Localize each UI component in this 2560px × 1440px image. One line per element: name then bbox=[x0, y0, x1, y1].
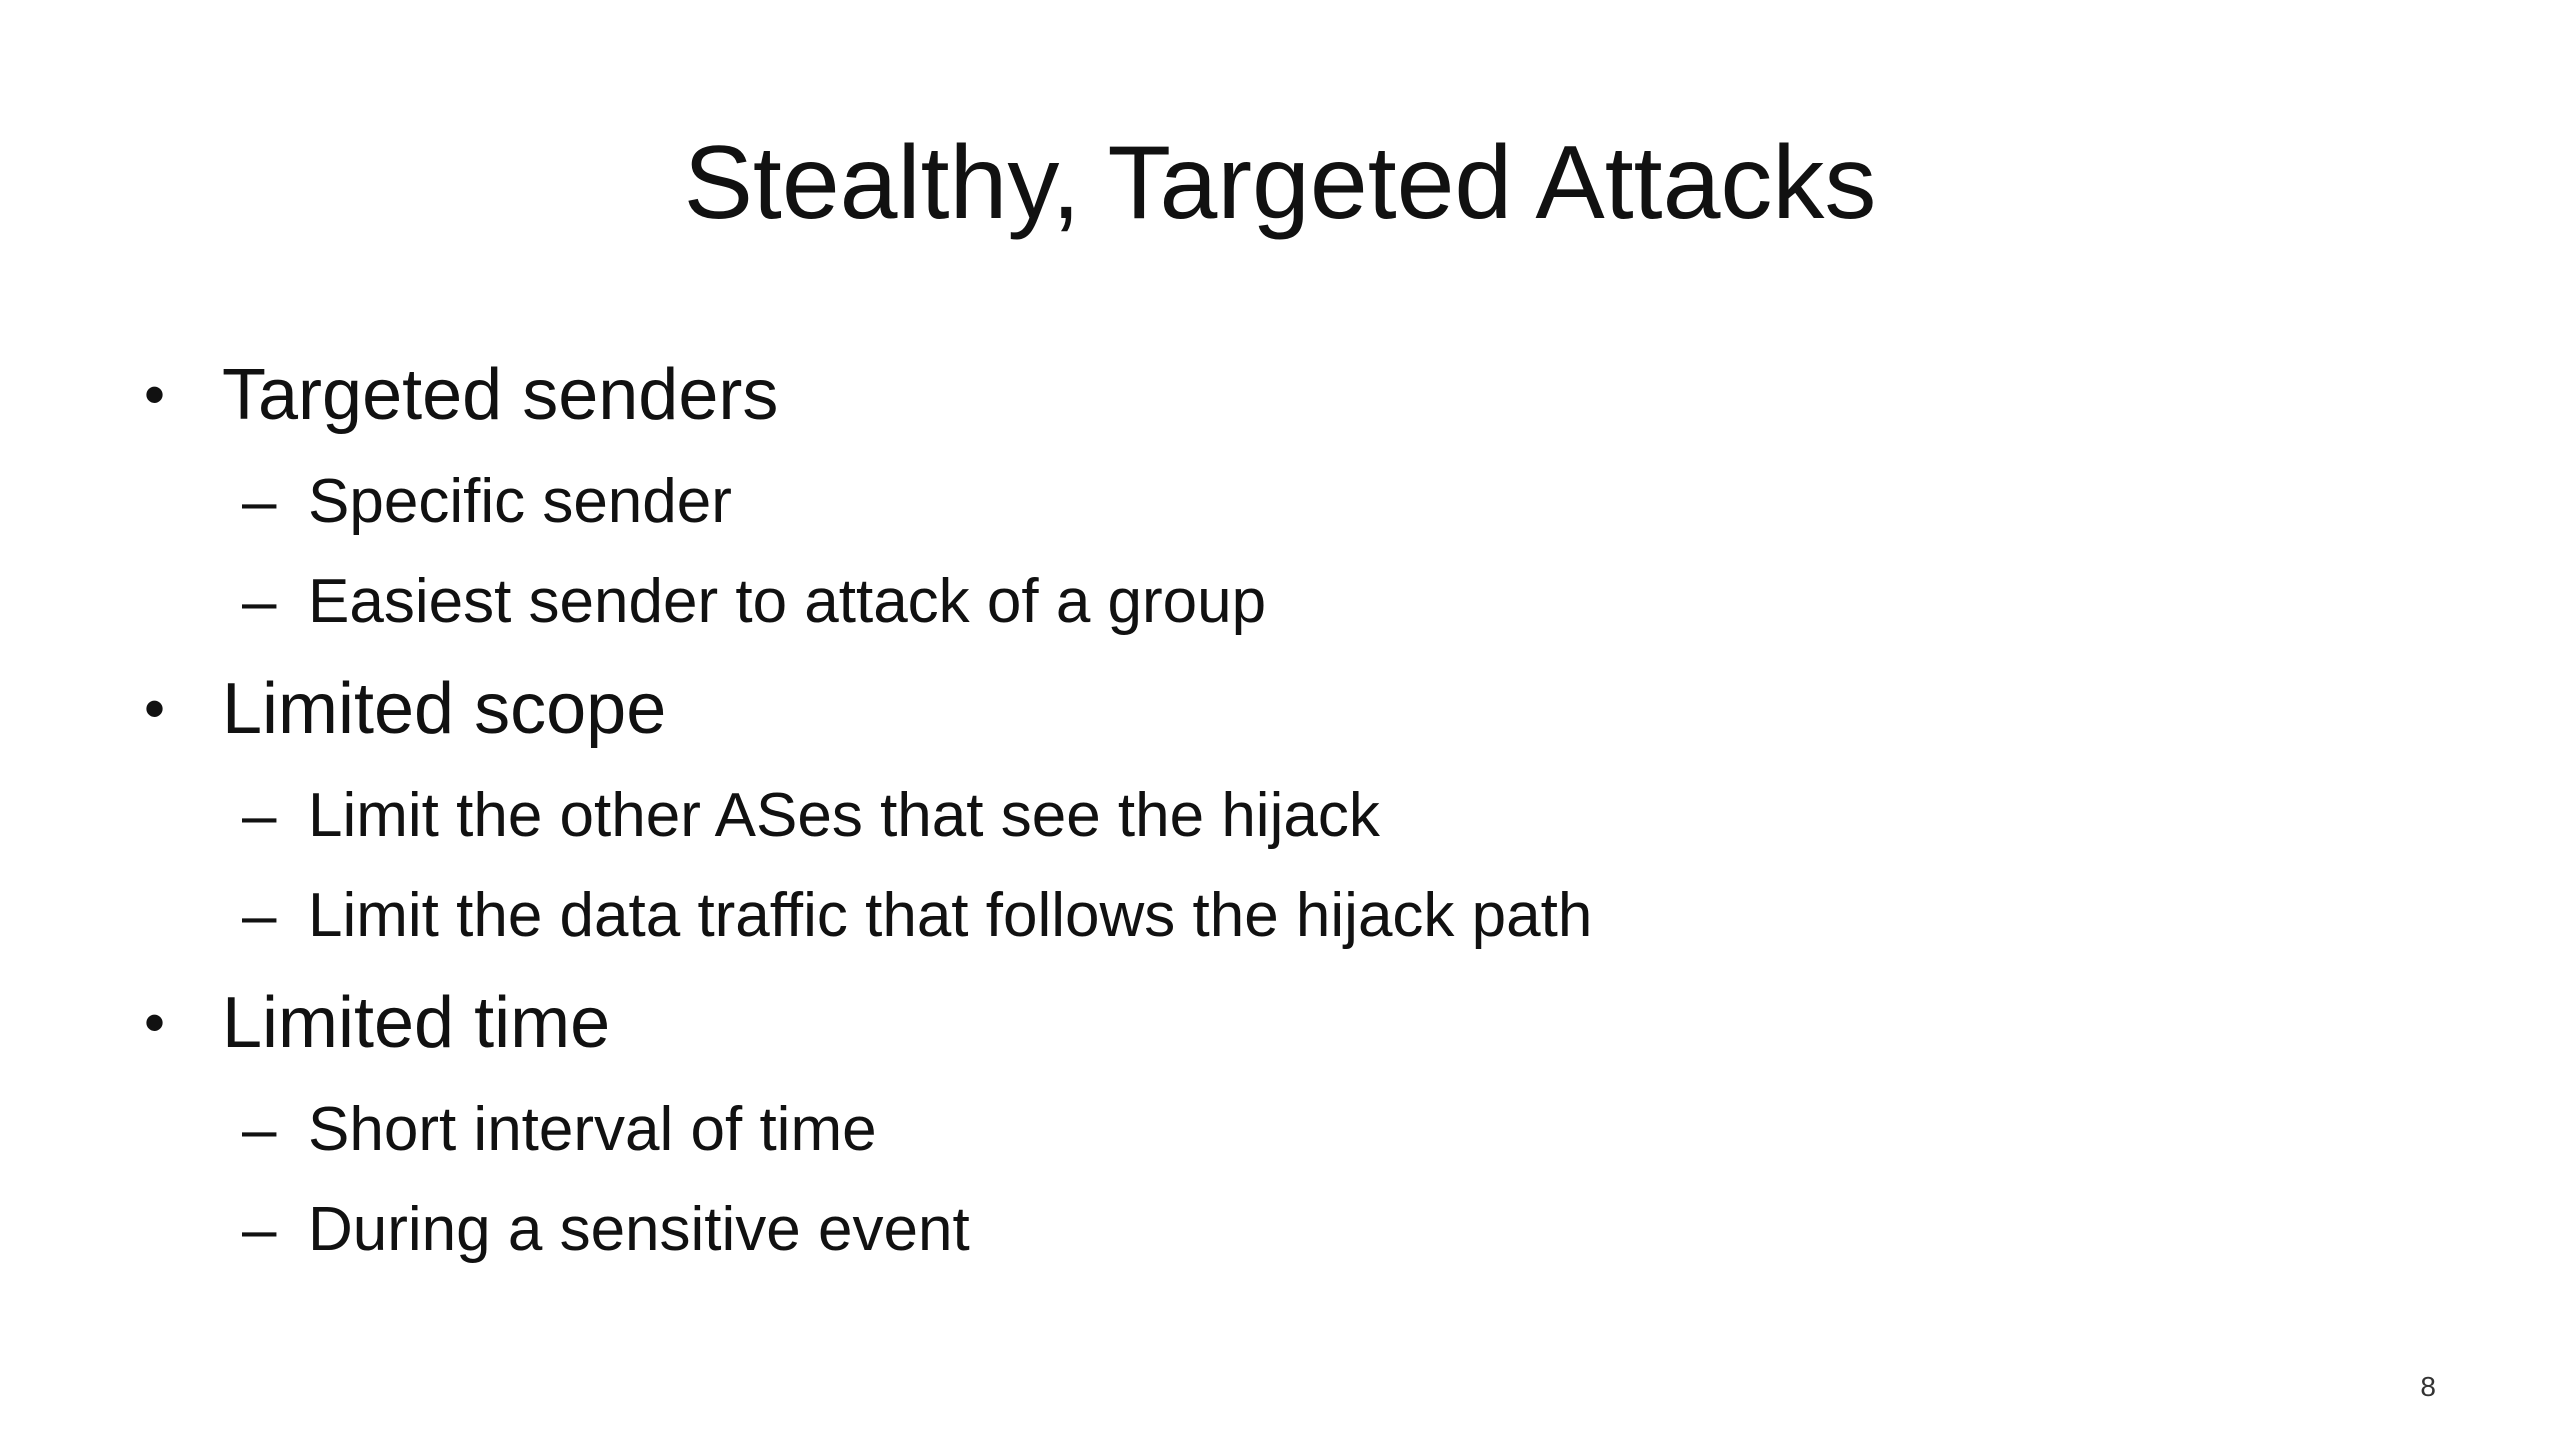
sub-bullet-item bbox=[140, 766, 2440, 866]
dash-icon: – bbox=[242, 881, 277, 950]
sub-bullet-item bbox=[140, 1080, 2440, 1180]
bullet-dot-icon: • bbox=[144, 989, 166, 1056]
bullet-dot-icon: • bbox=[144, 675, 166, 742]
dash-icon: – bbox=[242, 1195, 277, 1264]
bullet-text: Limited scope bbox=[222, 669, 667, 749]
bullet-text: Targeted senders bbox=[222, 355, 779, 435]
sub-bullet-text: During a sensitive event bbox=[308, 1195, 970, 1264]
page-number: 8 bbox=[2420, 1371, 2436, 1402]
sub-bullet-item bbox=[140, 452, 2440, 552]
bullet-item bbox=[140, 338, 2440, 452]
sub-bullet-text: Easiest sender to attack of a group bbox=[308, 567, 1267, 636]
bullet-dot-icon: • bbox=[144, 361, 166, 428]
sub-bullet-item bbox=[140, 866, 2440, 966]
bullet-text: Limited time bbox=[222, 983, 611, 1063]
sub-bullet-item bbox=[140, 1180, 2440, 1280]
bullet-list bbox=[140, 338, 2440, 1280]
sub-bullet-text: Specific sender bbox=[308, 467, 732, 536]
bullet-item bbox=[140, 966, 2440, 1080]
dash-icon: – bbox=[242, 467, 277, 536]
dash-icon: – bbox=[242, 781, 277, 850]
sub-bullet-text: Limit the data traffic that follows the hijack path bbox=[308, 881, 1593, 950]
dash-icon: – bbox=[242, 567, 277, 636]
sub-bullet-item bbox=[140, 552, 2440, 652]
dash-icon: – bbox=[242, 1095, 277, 1164]
sub-bullet-text: Limit the other ASes that see the hijack bbox=[308, 781, 1380, 850]
slide-title: Stealthy, Targeted Attacks bbox=[683, 125, 1877, 241]
bullet-item bbox=[140, 652, 2440, 766]
sub-bullet-text: Short interval of time bbox=[308, 1095, 877, 1164]
